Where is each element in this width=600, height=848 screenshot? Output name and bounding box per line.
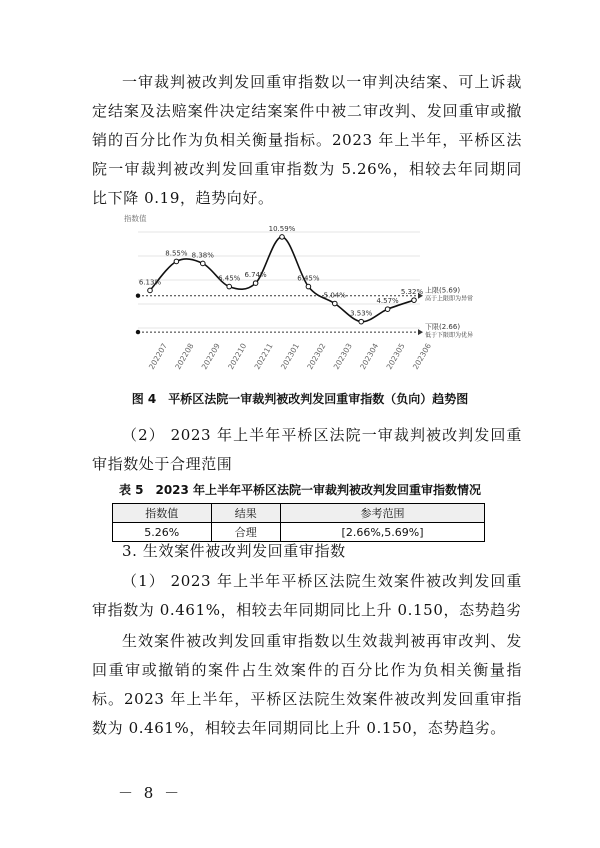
data-label: 6.45%	[297, 274, 320, 283]
upper-limit-note: 高于上限即为异常	[425, 295, 474, 303]
series-line	[150, 237, 414, 322]
data-point	[253, 281, 258, 286]
data-label: 6.13%	[138, 278, 162, 287]
table-header-value: 指数值	[113, 504, 212, 523]
figure-caption: 图 4 平桥区法院一审裁判被改判发回重审指数（负向）趋势图	[131, 392, 469, 406]
x-tick-label: 202211	[252, 341, 275, 371]
data-label: 3.53%	[350, 309, 373, 318]
lower-limit-dot	[136, 330, 140, 334]
x-tick-label: 202303	[331, 341, 354, 371]
table-cell-range: [2.66%,5.69%]	[281, 523, 485, 542]
table-header-row	[113, 504, 485, 523]
paragraph-effective-heading: （1） 2023 年上半年平桥区法院生效案件被改判发回重审指数为 0.461%，相较去年同期同比上升 0.150，态势趋劣	[92, 572, 522, 619]
table-caption: 表 5 2023 年上半年平桥区法院一审裁判被改判发回重审指数情况	[118, 483, 482, 497]
data-point	[227, 284, 232, 289]
data-point	[385, 307, 390, 312]
x-tick-label: 202209	[199, 341, 222, 371]
x-tick-label: 202301	[278, 341, 302, 371]
page-number: － 8 －	[118, 784, 183, 802]
section-heading: 3. 生效案件被改判发回重审指数	[122, 542, 346, 560]
data-label: 4.57%	[376, 297, 399, 306]
data-point	[412, 298, 417, 303]
data-label: 5.04%	[323, 291, 346, 300]
x-tick-label: 202305	[384, 341, 407, 371]
x-tick-label: 202210	[226, 341, 249, 371]
trend-chart-svg	[118, 210, 488, 380]
data-point	[280, 235, 285, 240]
data-label: 6.45%	[218, 274, 241, 283]
paragraph-intro: 一审裁判被改判发回重审指数以一审判决结案、可上诉裁定结案及法赔案件决定结案案件中被二审改判、发回重审或撤销的百分比作为负相关衡量指标。2023 年上半年，平桥区法院一审裁判被改判发回重审指数为 5.26%，相较去年同期同比下降 0.19，趋势向好。	[92, 73, 522, 207]
data-point	[201, 261, 206, 266]
data-label: 8.55%	[165, 249, 188, 258]
x-tick-label: 202306	[410, 341, 434, 371]
y-axis-label: 指数值	[124, 214, 147, 223]
data-point	[333, 301, 338, 306]
data-point	[359, 319, 364, 324]
x-tick-label: 202207	[146, 341, 170, 371]
upper-limit-dot	[136, 294, 140, 298]
x-tick-label: 202208	[173, 341, 196, 371]
x-tick-label: 202304	[358, 341, 381, 371]
lower-limit-label: 下限(2.66)	[425, 323, 461, 332]
data-label: 5.32%	[400, 288, 424, 297]
data-label: 8.38%	[191, 251, 214, 260]
data-label: 10.59%	[268, 224, 296, 233]
lower-limit-note: 低于下限即为优异	[425, 332, 474, 340]
upper-limit-label: 上限(5.69)	[425, 286, 461, 295]
paragraph-effective-body: 生效案件被改判发回重审指数以生效裁判被再审改判、发回重审或撤销的案件占生效案件的百分比作为负相关衡量指标。2023 年上半年，平桥区法院生效案件被改判发回重审指数为 0.461%，相较去年同期同比上升 0.150，态势趋劣。	[92, 632, 522, 737]
paragraph-range-heading: （2） 2023 年上半年平桥区法院一审裁判被改判发回重审指数处于合理范围	[92, 426, 522, 473]
trend-chart	[118, 210, 488, 380]
data-point	[306, 284, 311, 289]
table-header-result: 结果	[211, 504, 281, 523]
table-cell-result: 合理	[211, 523, 281, 542]
table-cell-value: 5.26%	[113, 523, 212, 542]
data-label: 6.74%	[244, 271, 267, 280]
table-header-range: 参考范围	[281, 504, 485, 523]
data-point	[148, 288, 153, 293]
x-tick-label: 202302	[305, 341, 328, 371]
lower-limit-arrow	[418, 329, 423, 335]
data-point	[174, 259, 179, 264]
